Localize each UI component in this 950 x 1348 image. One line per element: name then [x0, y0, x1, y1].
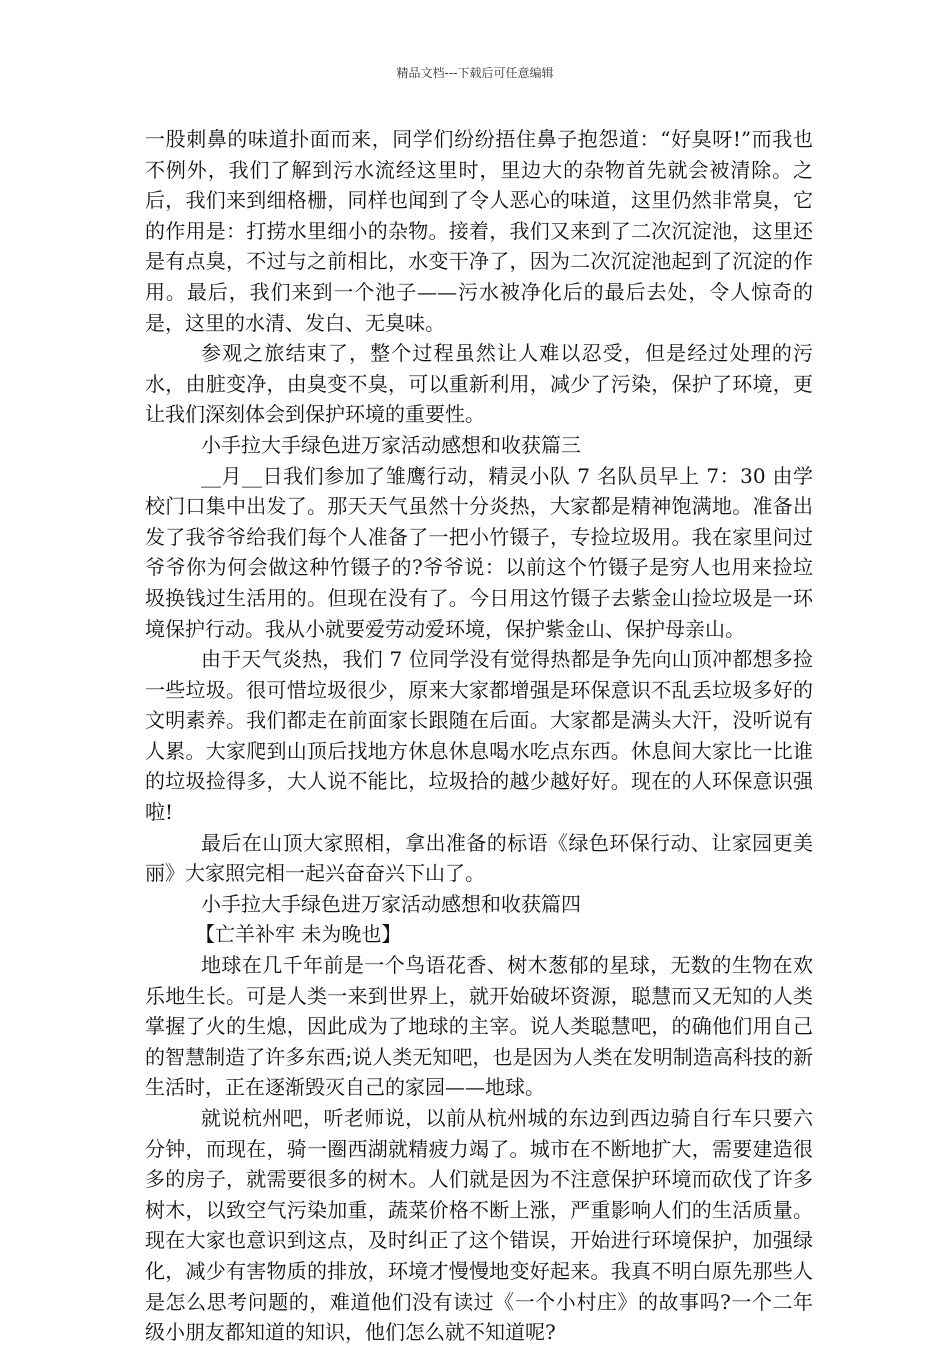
section-heading-part-three: 小手拉大手绿色进万家活动感想和收获篇三	[201, 432, 581, 457]
paragraph-hangzhou: 就说杭州吧，听老师说，以前从杭州城的东边到西边骑自行车只要六分钟，而现在，骑一圈西湖就精疲力竭了。城市在不断地扩大，需要建造很多的房子，就需要很多的树木。人们就是因为不注意保护环境而砍伐了许多树木，以致空气污染加重，蔬菜价格不断上涨，严重影响人们的生活质量。现在大家也意识到这点，及时纠正了这个错误，开始进行环境保护，加强绿化，减少有害物质的排放，环境才慢慢地变好起来。我真不明白原先那些人是怎么思考问题的，难道他们没有读过《一个小村庄》的故事吗?一个二年级小朋友都知道的知识，他们怎么就不知道呢?	[145, 1106, 813, 1345]
paragraph-hot-weather: 由于天气炎热，我们 7 位同学没有觉得热都是争先向山顶冲都想多捡一些垃圾。很可惜垃圾很少，原来大家都增强是环保意识不乱丢垃圾多好的文明素养。我们都走在前面家长跟随在后面。大家都是满头大汗，没听说有人累。大家爬到山顶后找地方休息休息喝水吃点东西。休息间大家比一比谁的垃圾捡得多，大人说不能比，垃圾拾的越少越好好。现在的人环保意识强啦!	[145, 647, 813, 825]
page-header: 精品文档---下载后可任意编辑	[396, 66, 554, 80]
paragraph-group-photo: 最后在山顶大家照相，拿出准备的标语《绿色环保行动、让家园更美丽》大家照完相一起兴奋奋兴下山了。	[145, 830, 813, 886]
section-heading-part-four: 小手拉大手绿色进万家活动感想和收获篇四	[201, 891, 581, 916]
paragraph-earth-history: 地球在几千年前是一个鸟语花香、树木葱郁的星球，无数的生物在欢乐地生长。可是人类一来到世界上，就开始破坏资源，聪慧而又无知的人类掌握了火的生熄，因此成为了地球的主宰。说人类聪慧吧，的确他们用自己的智慧制造了许多东西;说人类无知吧，也是因为人类在发明制造高科技的新生活时，正在逐渐毁灭自己的家园——地球。	[145, 953, 813, 1100]
document-body	[145, 124, 813, 1348]
essay-title: 【亡羊补牢 未为晚也】	[195, 922, 402, 947]
paragraph-sewage-tour: 一股刺鼻的味道扑面而来，同学们纷纷捂住鼻子抱怨道：“好臭呀!”而我也不例外，我们了解到污水流经这里时，里边大的杂物首先就会被清除。之后，我们来到细格栅，同样也闻到了令人恶心的味道，这里仍然非常臭，它的作用是：打捞水里细小的杂物。接着，我们又来到了二次沉淀池，这里还是有点臭，不过与之前相比，水变干净了，因为二次沉淀池起到了沉淀的作用。最后，我们来到一个池子——污水被净化后的最后去处，令人惊奇的是，这里的水清、发白、无臭味。	[145, 127, 813, 335]
paragraph-tour-conclusion: 参观之旅结束了，整个过程虽然让人难以忍受，但是经过处理的污水，由脏变净，由臭变不臭，可以重新利用，减少了污染，保护了环境，更让我们深刻体会到保护环境的重要性。	[145, 341, 813, 427]
paragraph-eagle-action: __月__日我们参加了雏鹰行动，精灵小队 7 名队员早上 7：30 由学校门口集中出发了。那天天气虽然十分炎热，大家都是精神饱满地。准备出发了我爷爷给我们每个人准备了一把小竹镊子，专捡垃圾用。我在家里问过爷爷你为何会做这种竹镊子的?爷爷说：以前这个竹镊子是穷人也用来捡垃圾换钱过生活用的。但现在没有了。今日用这竹镊子去紫金山捡垃圾是一环境保护行动。我从小就要爱劳动爱环境，保护紫金山、保护母亲山。	[145, 463, 813, 641]
